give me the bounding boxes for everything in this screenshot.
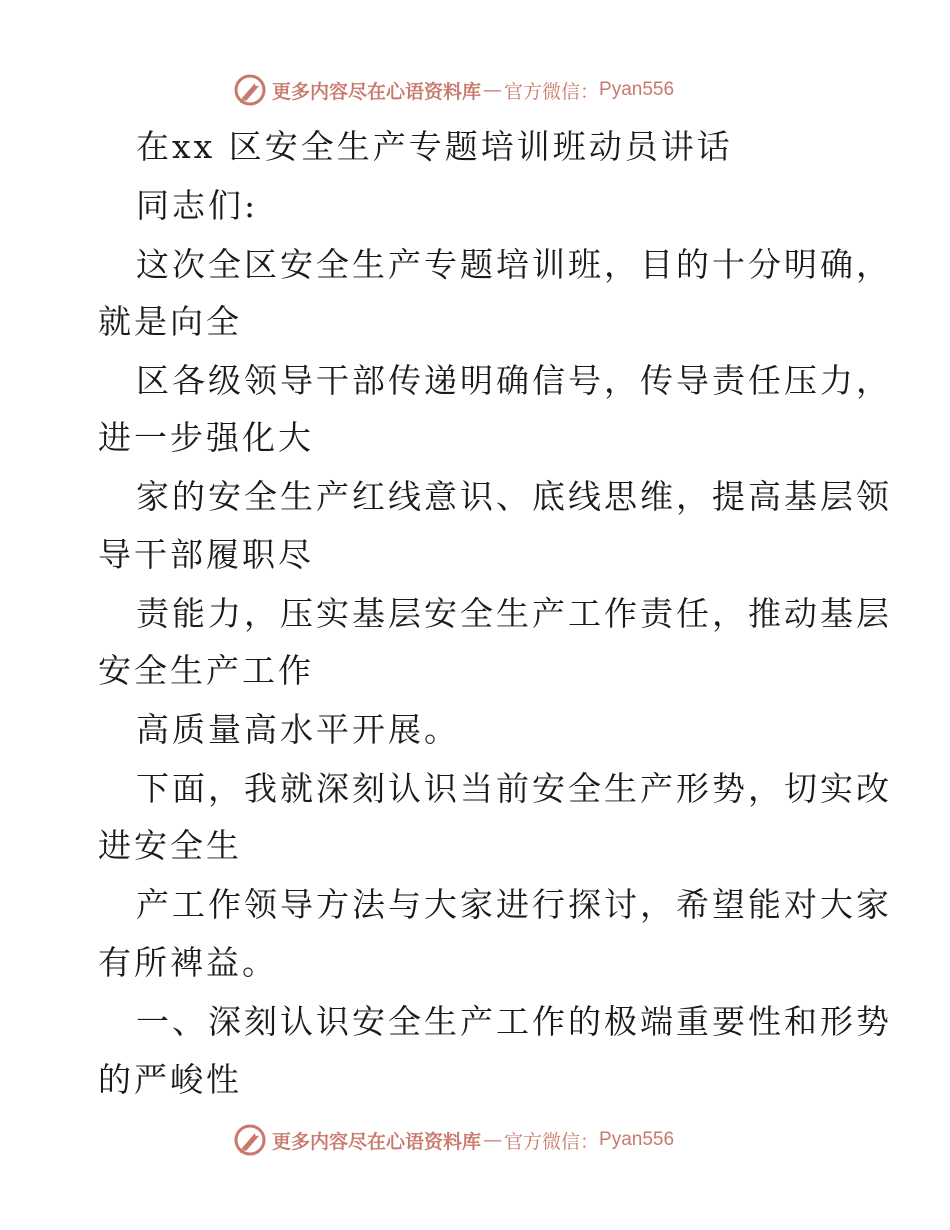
paragraph-line: 导干部履职尽 xyxy=(98,535,314,574)
banner-wechat-id: Pyan556 xyxy=(599,1129,675,1150)
banner-separator: — xyxy=(483,1129,503,1151)
salutation: 同志们: xyxy=(136,186,259,225)
paragraph-line: 家的安全生产红线意识、底线思维，提高基层领 xyxy=(136,477,892,516)
header-watermark-banner xyxy=(233,72,753,108)
paragraph-line: 有所裨益。 xyxy=(98,943,278,982)
section-heading-continued: 的严峻性 xyxy=(98,1060,242,1099)
banner-main-text: 更多内容尽在心语资料库 xyxy=(272,1130,482,1153)
pen-logo-icon xyxy=(233,1123,267,1157)
banner-label: 官方微信： xyxy=(504,80,600,103)
banner-wechat-id: Pyan556 xyxy=(599,79,675,100)
banner-label: 官方微信： xyxy=(504,1130,600,1153)
banner-separator: — xyxy=(483,79,503,101)
banner-main-text: 更多内容尽在心语资料库 xyxy=(272,80,482,103)
pen-logo-icon xyxy=(233,73,267,107)
paragraph-line: 责能力，压实基层安全生产工作责任，推动基层 xyxy=(136,594,892,633)
paragraph-line: 就是向全 xyxy=(98,302,242,341)
paragraph-line: 进安全生 xyxy=(98,826,242,865)
document-title: 在xx 区安全生产专题培训班动员讲话 xyxy=(136,127,733,166)
footer-watermark-banner xyxy=(233,1122,753,1158)
paragraph-line: 产工作领导方法与大家进行探讨，希望能对大家 xyxy=(136,885,892,924)
paragraph-line: 区各级领导干部传递明确信号，传导责任压力， xyxy=(136,361,892,400)
paragraph-line: 进一步强化大 xyxy=(98,418,314,457)
paragraph-line: 高质量高水平开展。 xyxy=(136,710,460,749)
paragraph-line: 下面，我就深刻认识当前安全生产形势，切实改 xyxy=(136,769,892,808)
paragraph-line: 安全生产工作 xyxy=(98,651,314,690)
paragraph-line: 这次全区安全生产专题培训班，目的十分明确， xyxy=(136,245,892,284)
section-heading: 一、深刻认识安全生产工作的极端重要性和形势 xyxy=(136,1002,892,1041)
